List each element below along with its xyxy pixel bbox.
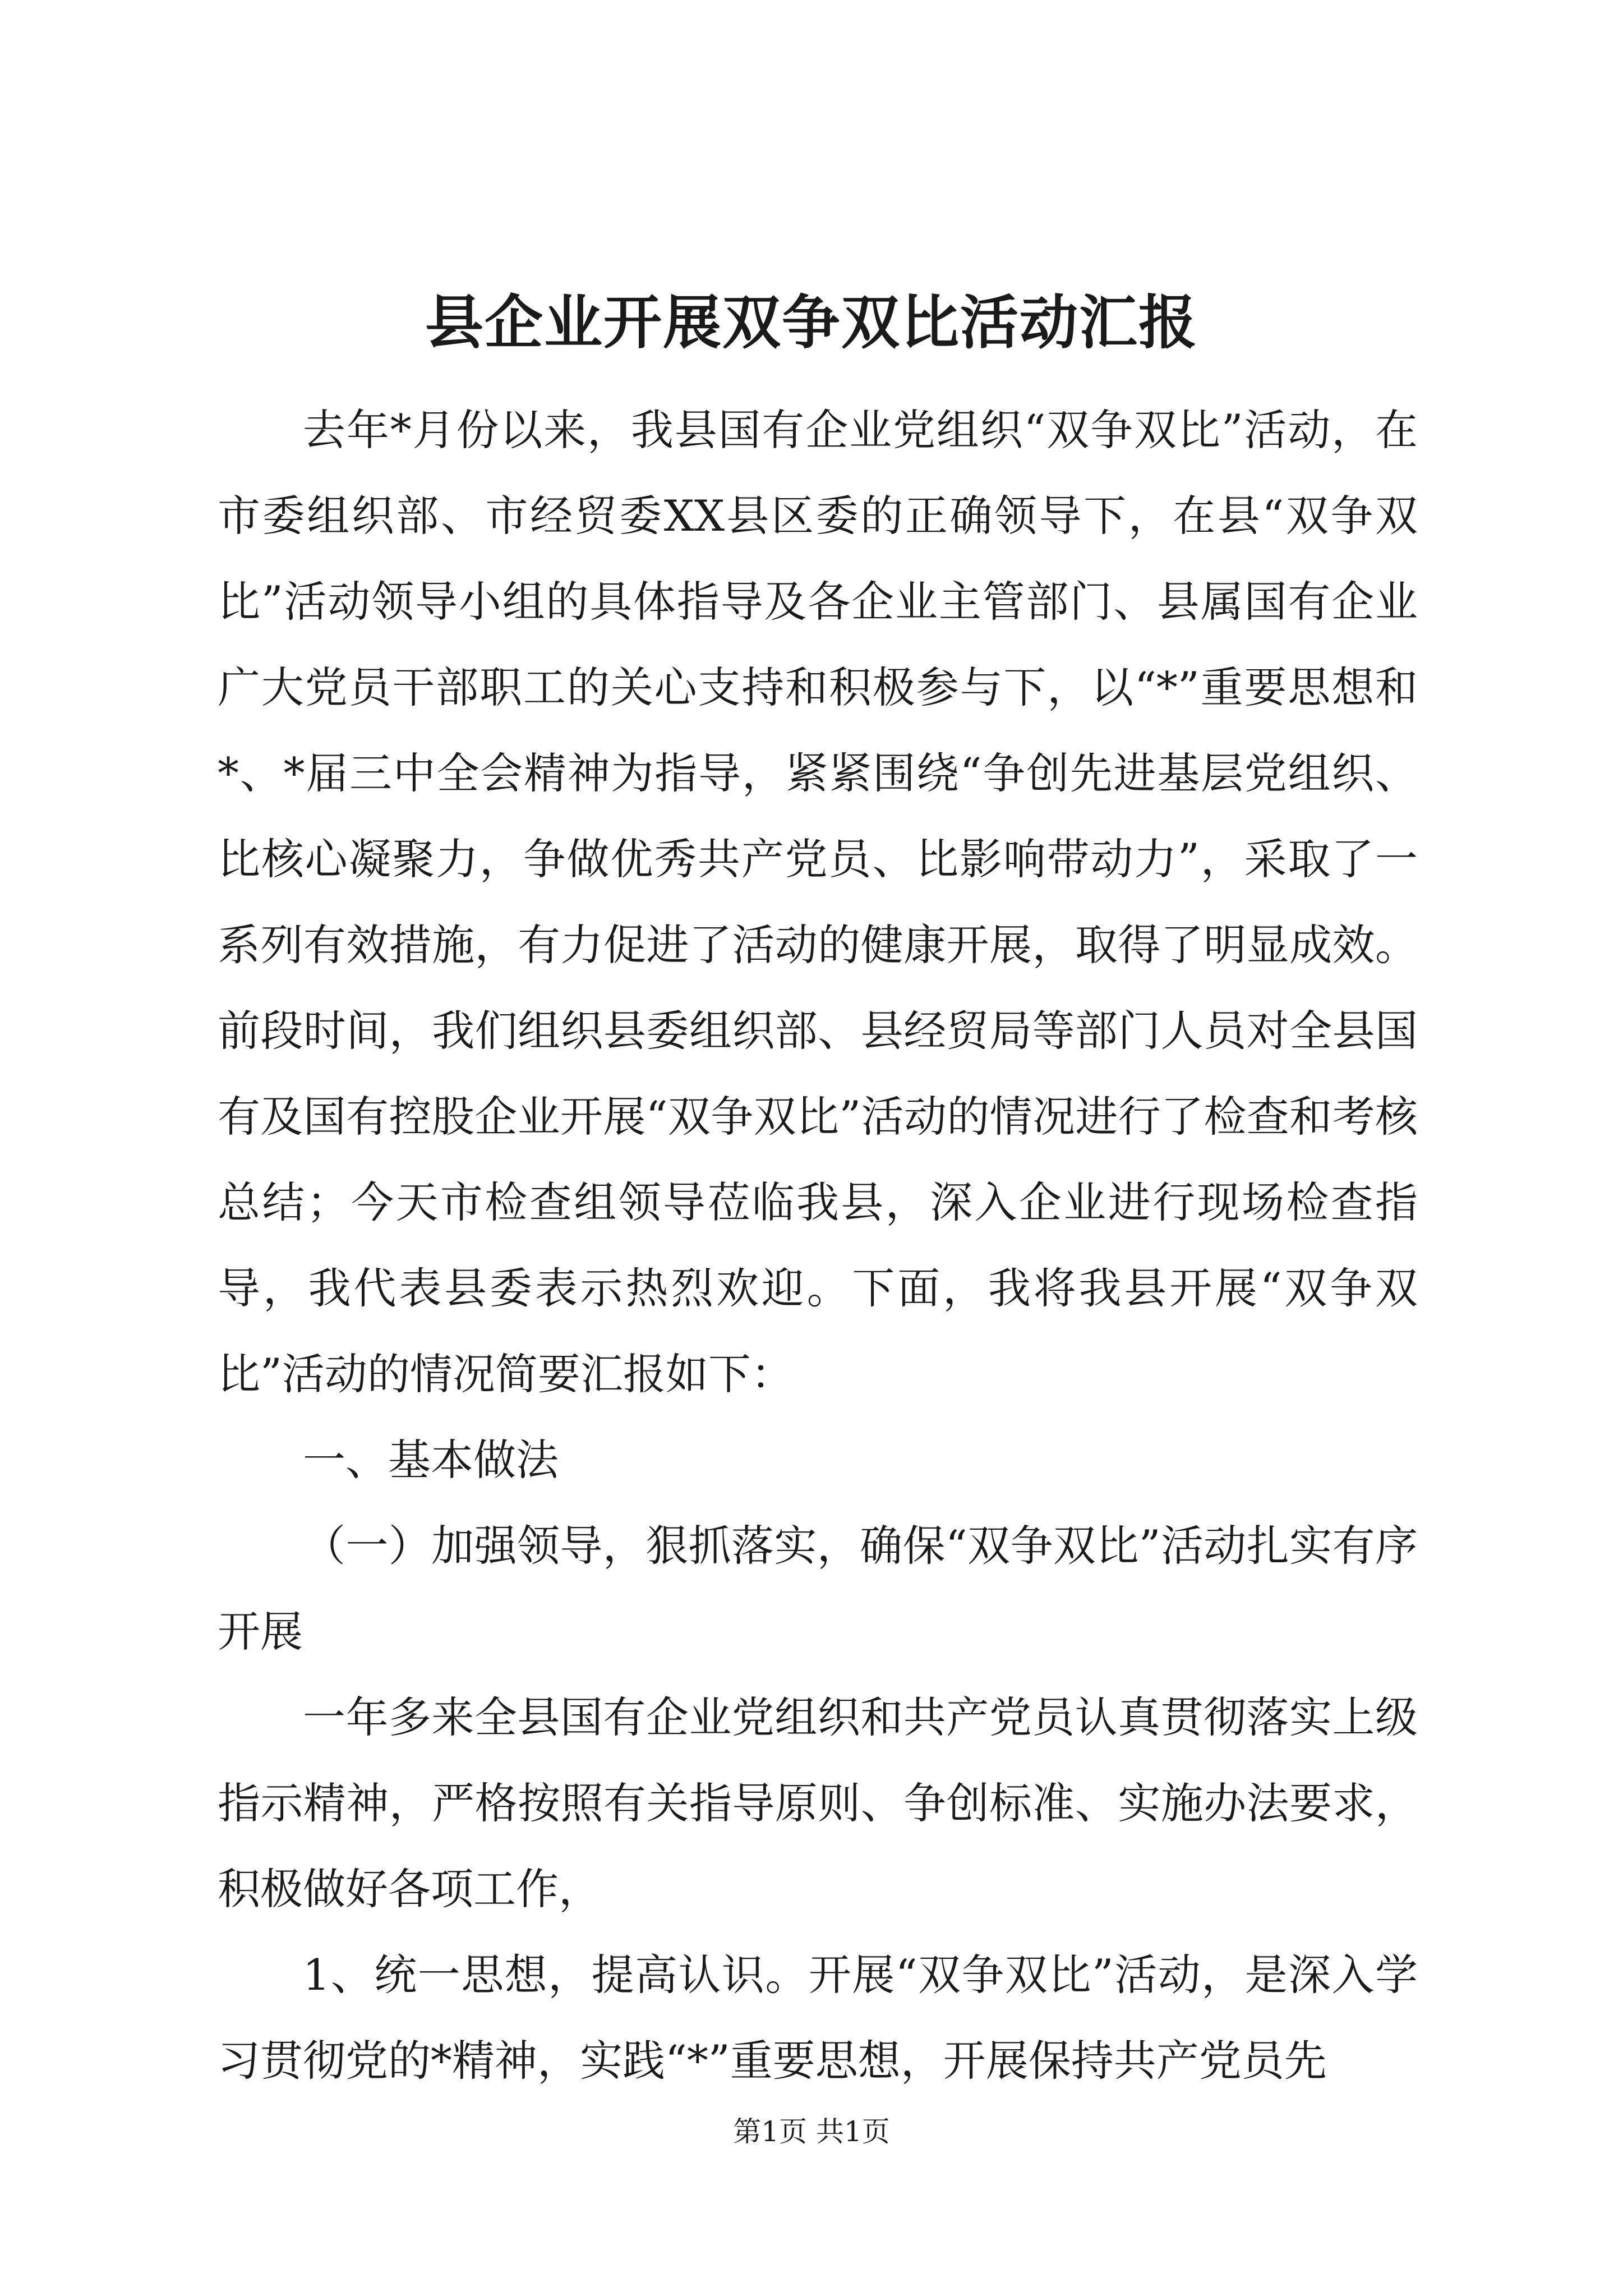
paragraph-unify-thinking: 1、统一思想，提高认识。开展“双争双比”活动，是深入学习贯彻党的*精神，实践“*”重要思想，开展保持共产党员先 (218, 1950, 1418, 2086)
paragraph-intro: 去年*月份以来，我县国有企业党组织“双争双比”活动，在市委组织部、市经贸委XX县区委的正确领导下，在县“双争双比”活动领导小组的具体指导及各企业主管部门、县属国有企业广大党员干部职工的关心支持和积极参与下，以“*”重要思想和*、*届三中全会精神为指导，紧紧围绕“争创先进基层党组织、比核心凝聚力，争做优秀共产党员、比影响带动力”，采取了一系列有效措施，有力促进了活动的健康开展，取得了明显成效。前段时间，我们组织县委组织部、县经贸局等部门人员对全县国有及国有控股企业开展“双争双比”活动的情况进行了检查和考核总结；今天市检查组领导莅临我县，深入企业进行现场检查指导，我代表县委表示热烈欢迎。下面，我将我县开展“双争双比”活动的情况简要汇报如下： (218, 405, 1418, 1399)
paragraph-implementation: 一年多来全县国有企业党组织和共产党员认真贯彻落实上级指示精神，严格按照有关指导原则、争创标准、实施办法要求，积极做好各项工作， (218, 1692, 1418, 1914)
document-body (218, 387, 1418, 2104)
subsection-heading-leadership: （一）加强领导，狠抓落实，确保“双争双比”活动扎实有序开展 (218, 1521, 1418, 1657)
document-title: 县企业开展双争双比活动汇报 (425, 288, 1198, 357)
section-heading-basic-practices: 一、基本做法 (303, 1435, 559, 1485)
page-footer: 第1页 共1页 (733, 2115, 890, 2148)
